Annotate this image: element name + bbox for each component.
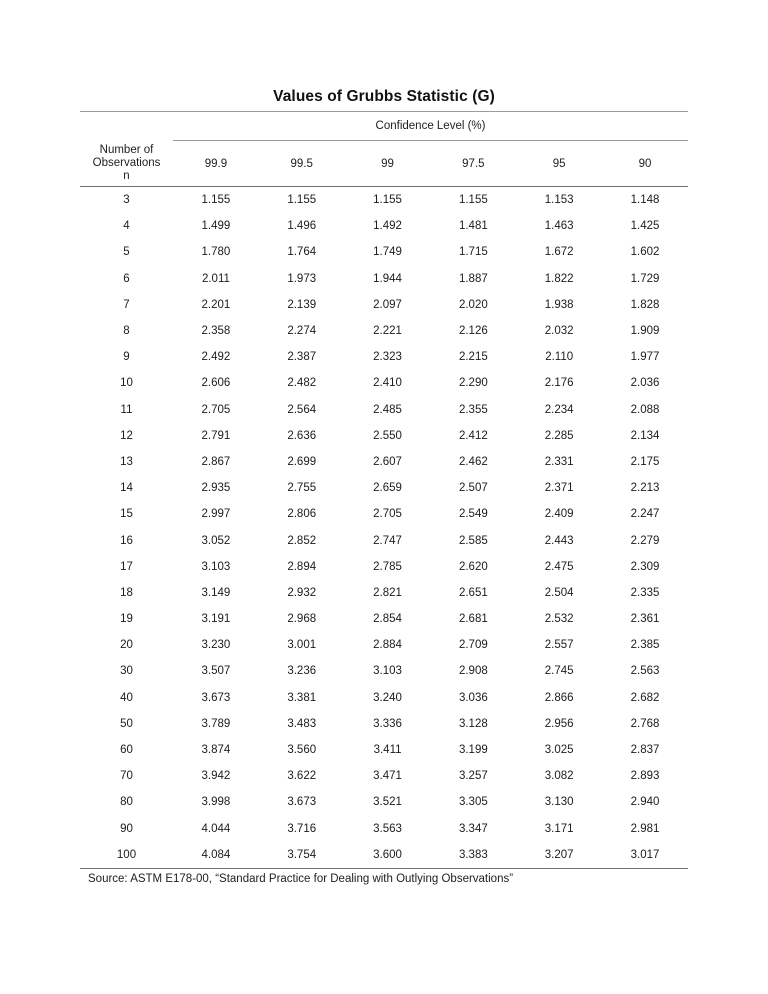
value-cell: 3.560 <box>287 744 317 757</box>
value-cell: 3.411 <box>373 744 402 757</box>
value-cell: 2.504 <box>544 586 574 599</box>
value-cell: 2.175 <box>630 455 660 468</box>
n-cell: 70 <box>120 770 133 783</box>
value-cell: 3.082 <box>544 770 574 783</box>
value-cell: 1.602 <box>630 246 660 259</box>
n-cell: 60 <box>120 744 133 757</box>
value-cell: 3.017 <box>630 848 660 861</box>
table-row <box>80 292 688 318</box>
table-row <box>80 187 688 214</box>
value-cell: 2.854 <box>373 613 402 626</box>
n-cell: 18 <box>120 586 133 599</box>
value-cell: 3.257 <box>458 770 488 783</box>
value-cell: 2.699 <box>287 455 317 468</box>
n-cell: 16 <box>120 534 133 547</box>
n-cell: 7 <box>123 298 130 311</box>
value-cell: 3.036 <box>458 691 488 704</box>
value-cell: 1.822 <box>544 272 574 285</box>
table-row <box>80 501 688 527</box>
table-row <box>80 266 688 292</box>
n-cell: 14 <box>120 482 133 495</box>
value-cell: 3.336 <box>373 717 402 730</box>
table-row <box>80 789 688 815</box>
value-cell: 3.171 <box>544 822 574 835</box>
n-cell: 8 <box>123 325 130 338</box>
table-row <box>80 239 688 265</box>
value-cell: 1.749 <box>373 246 402 259</box>
value-cell: 2.387 <box>287 351 317 364</box>
value-cell: 2.274 <box>287 325 317 338</box>
value-cell: 1.977 <box>630 351 660 364</box>
value-cell: 2.785 <box>373 560 402 573</box>
value-cell: 3.874 <box>201 744 231 757</box>
value-cell: 2.606 <box>201 377 231 390</box>
value-cell: 2.997 <box>201 508 231 521</box>
value-cell: 3.789 <box>201 717 231 730</box>
table-row <box>80 658 688 684</box>
value-cell: 1.828 <box>630 298 660 311</box>
value-cell: 3.942 <box>201 770 231 783</box>
value-cell: 2.549 <box>458 508 488 521</box>
value-cell: 2.806 <box>287 508 317 521</box>
n-cell: 5 <box>123 246 130 259</box>
value-cell: 2.932 <box>287 586 317 599</box>
n-cell: 11 <box>120 403 133 416</box>
value-cell: 1.780 <box>201 246 231 259</box>
value-cell: 1.153 <box>544 194 574 207</box>
value-cell: 3.716 <box>287 822 317 835</box>
n-cell: 80 <box>120 796 133 809</box>
value-cell: 1.909 <box>630 325 660 338</box>
value-cell: 2.126 <box>458 325 488 338</box>
value-cell: 2.659 <box>373 482 402 495</box>
value-cell: 3.347 <box>458 822 488 835</box>
value-cell: 3.240 <box>373 691 402 704</box>
table-body <box>80 187 688 869</box>
value-cell: 3.622 <box>287 770 317 783</box>
corner-cell <box>80 112 173 141</box>
value-cell: 3.521 <box>373 796 402 809</box>
table-row <box>80 318 688 344</box>
n-cell: 90 <box>120 822 133 835</box>
value-cell: 2.852 <box>287 534 317 547</box>
column-header-90: 90 <box>602 141 688 187</box>
table-row <box>80 527 688 553</box>
value-cell: 3.673 <box>287 796 317 809</box>
table-row <box>80 685 688 711</box>
value-cell: 2.412 <box>458 429 488 442</box>
confidence-level-header: Confidence Level (%) <box>173 112 688 141</box>
n-cell: 20 <box>120 639 133 652</box>
value-cell: 1.938 <box>544 298 574 311</box>
value-cell: 2.011 <box>201 272 230 285</box>
value-cell: 1.715 <box>458 246 488 259</box>
value-cell: 2.443 <box>544 534 574 547</box>
table-row <box>80 423 688 449</box>
value-cell: 3.507 <box>201 665 231 678</box>
n-cell: 40 <box>120 691 133 704</box>
value-cell: 2.234 <box>544 403 574 416</box>
value-cell: 2.607 <box>373 455 402 468</box>
n-cell: 4 <box>123 220 130 233</box>
value-cell: 1.155 <box>287 194 317 207</box>
table-row <box>80 842 688 869</box>
value-cell: 3.191 <box>201 613 231 626</box>
value-cell: 2.358 <box>201 325 231 338</box>
value-cell: 2.409 <box>544 508 574 521</box>
value-cell: 2.709 <box>458 639 488 652</box>
value-cell: 2.867 <box>201 455 231 468</box>
n-cell: 100 <box>116 848 137 861</box>
value-cell: 2.410 <box>373 377 402 390</box>
value-cell: 3.001 <box>287 639 317 652</box>
table-row <box>80 475 688 501</box>
value-cell: 2.745 <box>544 665 574 678</box>
value-cell: 3.128 <box>458 717 488 730</box>
table-header <box>80 112 688 187</box>
value-cell: 3.483 <box>287 717 317 730</box>
n-cell: 15 <box>120 508 133 521</box>
row-header-cell <box>80 141 173 187</box>
value-cell: 1.425 <box>630 220 660 233</box>
n-cell: 6 <box>123 272 130 285</box>
value-cell: 1.463 <box>544 220 574 233</box>
value-cell: 3.199 <box>458 744 488 757</box>
value-cell: 2.884 <box>373 639 402 652</box>
table-row <box>80 449 688 475</box>
value-cell: 2.620 <box>458 560 488 573</box>
value-cell: 2.285 <box>544 429 574 442</box>
value-cell: 1.148 <box>630 194 660 207</box>
value-cell: 2.176 <box>544 377 574 390</box>
value-cell: 3.052 <box>201 534 231 547</box>
n-cell: 9 <box>123 351 130 364</box>
value-cell: 3.149 <box>201 586 231 599</box>
value-cell: 2.557 <box>544 639 574 652</box>
n-cell: 17 <box>120 560 133 573</box>
value-cell: 2.550 <box>373 429 402 442</box>
value-cell: 2.309 <box>630 560 660 573</box>
value-cell: 2.201 <box>201 298 231 311</box>
value-cell: 3.600 <box>373 848 402 861</box>
value-cell: 2.564 <box>287 403 317 416</box>
value-cell: 2.088 <box>630 403 660 416</box>
value-cell: 2.213 <box>630 482 660 495</box>
value-cell: 3.305 <box>458 796 488 809</box>
table-row <box>80 763 688 789</box>
column-header-95: 95 <box>516 141 602 187</box>
value-cell: 2.462 <box>458 455 488 468</box>
value-cell: 3.025 <box>544 744 574 757</box>
column-header-99: 99 <box>345 141 431 187</box>
value-cell: 2.651 <box>458 586 488 599</box>
value-cell: 2.134 <box>630 429 660 442</box>
value-cell: 2.821 <box>373 586 402 599</box>
value-cell: 3.383 <box>458 848 488 861</box>
column-header-99-9: 99.9 <box>173 141 259 187</box>
column-header-99-5: 99.5 <box>259 141 345 187</box>
table-row <box>80 554 688 580</box>
table-row <box>80 370 688 396</box>
value-cell: 1.492 <box>373 220 402 233</box>
value-cell: 3.207 <box>544 848 574 861</box>
value-cell: 1.499 <box>201 220 231 233</box>
value-cell: 2.279 <box>630 534 660 547</box>
value-cell: 2.981 <box>630 822 660 835</box>
value-cell: 1.672 <box>544 246 574 259</box>
value-cell: 3.563 <box>373 822 402 835</box>
value-cell: 2.791 <box>201 429 231 442</box>
n-cell: 30 <box>120 665 133 678</box>
value-cell: 2.681 <box>458 613 488 626</box>
row-header-line: n <box>123 169 130 182</box>
value-cell: 2.361 <box>630 613 660 626</box>
value-cell: 2.032 <box>544 325 574 338</box>
value-cell: 2.908 <box>458 665 488 678</box>
value-cell: 2.335 <box>630 586 660 599</box>
table-row <box>80 632 688 658</box>
value-cell: 2.215 <box>458 351 488 364</box>
table-row <box>80 737 688 763</box>
table-row <box>80 580 688 606</box>
value-cell: 2.331 <box>544 455 574 468</box>
value-cell: 4.044 <box>201 822 231 835</box>
value-cell: 2.894 <box>287 560 317 573</box>
value-cell: 3.754 <box>287 848 317 861</box>
value-cell: 1.496 <box>287 220 317 233</box>
value-cell: 1.729 <box>630 272 660 285</box>
value-cell: 2.507 <box>458 482 488 495</box>
source-note: Source: ASTM E178-00, “Standard Practice for Dealing with Outlying Observations” <box>88 873 514 885</box>
value-cell: 2.585 <box>458 534 488 547</box>
row-header-line: Number of <box>99 143 154 156</box>
n-cell: 19 <box>120 613 133 626</box>
table-row <box>80 344 688 370</box>
table-row <box>80 397 688 423</box>
value-cell: 2.866 <box>544 691 574 704</box>
n-cell: 10 <box>120 377 133 390</box>
value-cell: 2.747 <box>373 534 402 547</box>
group-header-row <box>80 112 688 141</box>
value-cell: 2.532 <box>544 613 574 626</box>
page-title: Values of Grubbs Statistic (G) <box>273 88 495 105</box>
value-cell: 3.130 <box>544 796 574 809</box>
value-cell: 2.371 <box>544 482 574 495</box>
value-cell: 2.768 <box>630 717 660 730</box>
value-cell: 3.103 <box>373 665 402 678</box>
n-cell: 13 <box>120 455 133 468</box>
value-cell: 2.968 <box>287 613 317 626</box>
table-row <box>80 213 688 239</box>
value-cell: 2.355 <box>458 403 488 416</box>
value-cell: 4.084 <box>201 848 231 861</box>
value-cell: 3.230 <box>201 639 231 652</box>
value-cell: 1.973 <box>287 272 317 285</box>
value-cell: 1.764 <box>287 246 317 259</box>
value-cell: 1.155 <box>458 194 488 207</box>
value-cell: 1.155 <box>201 194 231 207</box>
value-cell: 3.471 <box>373 770 402 783</box>
value-cell: 1.155 <box>373 194 402 207</box>
value-cell: 3.236 <box>287 665 317 678</box>
value-cell: 2.097 <box>373 298 402 311</box>
value-cell: 1.944 <box>373 272 402 285</box>
n-cell: 50 <box>120 717 133 730</box>
value-cell: 2.935 <box>201 482 231 495</box>
table-row <box>80 606 688 632</box>
grubbs-statistic-table <box>80 111 688 869</box>
value-cell: 2.755 <box>287 482 317 495</box>
column-header-row <box>80 141 688 187</box>
n-cell: 12 <box>120 429 133 442</box>
row-header-line: Observations <box>92 156 161 169</box>
value-cell: 2.893 <box>630 770 660 783</box>
table-row <box>80 816 688 842</box>
value-cell: 2.485 <box>373 403 402 416</box>
value-cell: 2.110 <box>545 351 574 364</box>
value-cell: 2.956 <box>544 717 574 730</box>
value-cell: 2.139 <box>287 298 317 311</box>
value-cell: 2.636 <box>287 429 317 442</box>
value-cell: 3.381 <box>287 691 317 704</box>
value-cell: 1.887 <box>458 272 488 285</box>
value-cell: 2.385 <box>630 639 660 652</box>
value-cell: 1.481 <box>458 220 488 233</box>
value-cell: 2.682 <box>630 691 660 704</box>
value-cell: 2.705 <box>373 508 402 521</box>
value-cell: 2.020 <box>458 298 488 311</box>
n-cell: 3 <box>123 194 130 207</box>
table-row <box>80 711 688 737</box>
column-header-97-5: 97.5 <box>430 141 516 187</box>
value-cell: 2.492 <box>201 351 231 364</box>
value-cell: 2.482 <box>287 377 317 390</box>
value-cell: 2.290 <box>458 377 488 390</box>
value-cell: 2.475 <box>544 560 574 573</box>
value-cell: 3.673 <box>201 691 231 704</box>
value-cell: 2.705 <box>201 403 231 416</box>
value-cell: 2.563 <box>630 665 660 678</box>
value-cell: 2.940 <box>630 796 660 809</box>
value-cell: 2.221 <box>373 325 402 338</box>
value-cell: 2.323 <box>373 351 402 364</box>
value-cell: 3.998 <box>201 796 231 809</box>
value-cell: 2.837 <box>630 744 660 757</box>
value-cell: 3.103 <box>201 560 231 573</box>
value-cell: 2.247 <box>630 508 660 521</box>
value-cell: 2.036 <box>630 377 660 390</box>
